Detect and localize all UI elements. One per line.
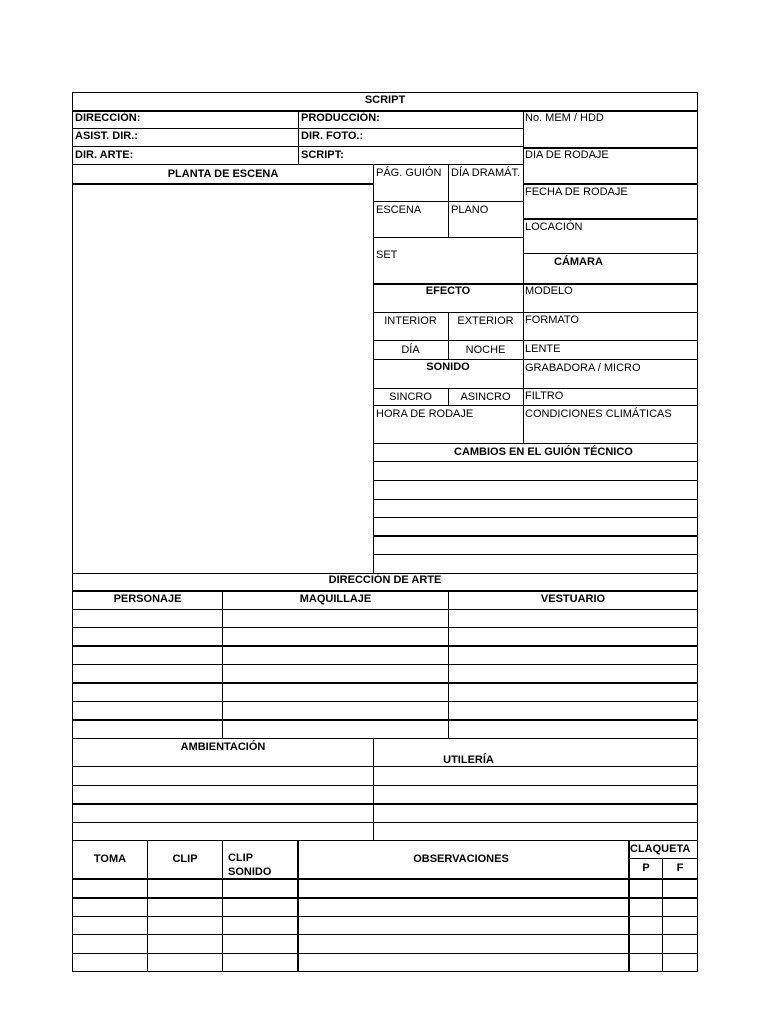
label-escena: ESCENA <box>376 204 422 216</box>
efecto-title: EFECTO <box>425 285 471 297</box>
dir-foto-field[interactable] <box>368 129 522 146</box>
rule <box>373 312 698 313</box>
dir-arte-field[interactable] <box>138 147 297 164</box>
form-title: SCRIPT <box>364 94 406 106</box>
rule <box>373 554 698 555</box>
direccion-de-arte-title: DIRECCIÓN DE ARTE <box>328 574 442 586</box>
label-plano: PLANO <box>451 204 489 216</box>
rule <box>373 480 698 481</box>
rule <box>373 340 698 341</box>
label-no-mem-hdd: No. MEM / HDD <box>525 112 604 124</box>
rule <box>523 218 698 220</box>
col-claqueta: CLAQUETA <box>630 843 691 855</box>
divider <box>523 110 524 444</box>
col-claqueta-f: F <box>676 862 684 874</box>
sonido-title: SONIDO <box>426 361 470 373</box>
label-asincro: ASINCRO <box>460 391 511 403</box>
label-produccion: PRODUCCIÓN: <box>301 112 380 124</box>
divider <box>628 840 630 972</box>
label-noche: NOCHE <box>465 344 506 356</box>
label-interior: INTERIOR <box>384 315 437 327</box>
script-field[interactable] <box>348 147 522 164</box>
label-direccion: DIRECCIÓN: <box>75 112 141 124</box>
label-filtro: FILTRO <box>525 390 564 402</box>
rule <box>373 405 698 406</box>
col-clip-sonido-line2: SONIDO <box>228 866 272 878</box>
divider <box>662 858 663 972</box>
col-clip: CLIP <box>172 853 198 865</box>
label-modelo: MODELO <box>525 285 573 297</box>
cambios-guion-tecnico-title: CAMBIOS EN EL GUIÓN TÉCNICO <box>454 446 633 458</box>
label-set: SET <box>376 249 398 261</box>
label-dir-arte: DIR. ARTE: <box>75 149 134 161</box>
rule <box>72 590 698 592</box>
col-clip-sonido-line1: CLIP <box>228 852 254 864</box>
rule <box>72 627 698 628</box>
label-asist-dir: ASIST. DIR.: <box>75 130 138 142</box>
planta-de-escena-area[interactable] <box>73 185 373 573</box>
rule <box>72 953 698 954</box>
planta-de-escena-title: PLANTA DE ESCENA <box>167 168 279 180</box>
rule <box>72 971 698 972</box>
label-dia: DÍA <box>401 344 420 356</box>
col-maquillaje: MAQUILLAJE <box>299 593 372 605</box>
rule <box>373 461 698 462</box>
rule <box>373 359 698 360</box>
rule <box>72 934 698 935</box>
label-pag-guion: PÁG. GUIÓN <box>376 167 442 179</box>
label-dir-foto: DIR. FOTO.: <box>301 130 364 142</box>
label-dia-de-rodaje: DIA DE RODAJE <box>525 149 609 161</box>
rule <box>72 897 698 899</box>
utileria-title: UTILERÍA <box>443 754 494 766</box>
divider <box>448 164 449 237</box>
rule <box>72 916 698 917</box>
col-observaciones: OBSERVACIONES <box>413 853 509 865</box>
rule <box>72 701 698 702</box>
label-script: SCRIPT: <box>301 149 344 161</box>
rule <box>373 517 698 518</box>
col-claqueta-p: P <box>642 862 650 874</box>
label-condiciones-climaticas: CONDICIONES CLIMÁTICAS <box>525 408 672 420</box>
rule <box>373 499 698 500</box>
rule <box>72 645 698 647</box>
col-personaje: PERSONAJE <box>113 593 182 605</box>
rule <box>72 840 698 841</box>
rule <box>72 738 698 739</box>
produccion-field[interactable] <box>385 111 522 128</box>
rule <box>629 858 698 859</box>
rule <box>72 878 698 880</box>
rule <box>72 785 698 786</box>
rule <box>373 388 698 389</box>
rule <box>72 92 698 93</box>
col-toma: TOMA <box>93 853 127 865</box>
label-fecha-de-rodaje: FECHA DE RODAJE <box>525 186 628 198</box>
label-grabadora-micro: GRABADORA / MICRO <box>525 362 641 374</box>
divider <box>298 110 299 165</box>
rule <box>72 719 698 721</box>
label-locacion: LOCACIÓN <box>525 221 583 233</box>
rule <box>72 609 698 610</box>
label-sincro: SINCRO <box>389 391 432 403</box>
rule <box>373 535 698 537</box>
label-exterior: EXTERIOR <box>457 315 514 327</box>
rule <box>72 822 698 823</box>
direccion-field[interactable] <box>144 111 297 128</box>
ambientacion-title: AMBIENTACIÓN <box>180 741 266 753</box>
label-formato: FORMATO <box>525 314 579 326</box>
camara-title: CÁMARA <box>554 256 603 268</box>
rule <box>72 803 698 805</box>
rule <box>373 237 523 238</box>
rule <box>72 664 698 665</box>
label-dia-dramat: DÍA DRAMÁT. <box>451 167 521 179</box>
rule <box>523 253 698 254</box>
rule <box>523 183 698 185</box>
label-lente: LENTE <box>525 343 561 355</box>
rule <box>373 443 698 444</box>
asist-dir-field[interactable] <box>144 129 297 146</box>
divider <box>448 590 449 739</box>
rule <box>72 682 698 684</box>
divider <box>222 840 223 972</box>
divider <box>222 590 223 739</box>
label-hora-de-rodaje: HORA DE RODAJE <box>376 408 474 420</box>
col-vestuario: VESTUARIO <box>540 593 606 605</box>
